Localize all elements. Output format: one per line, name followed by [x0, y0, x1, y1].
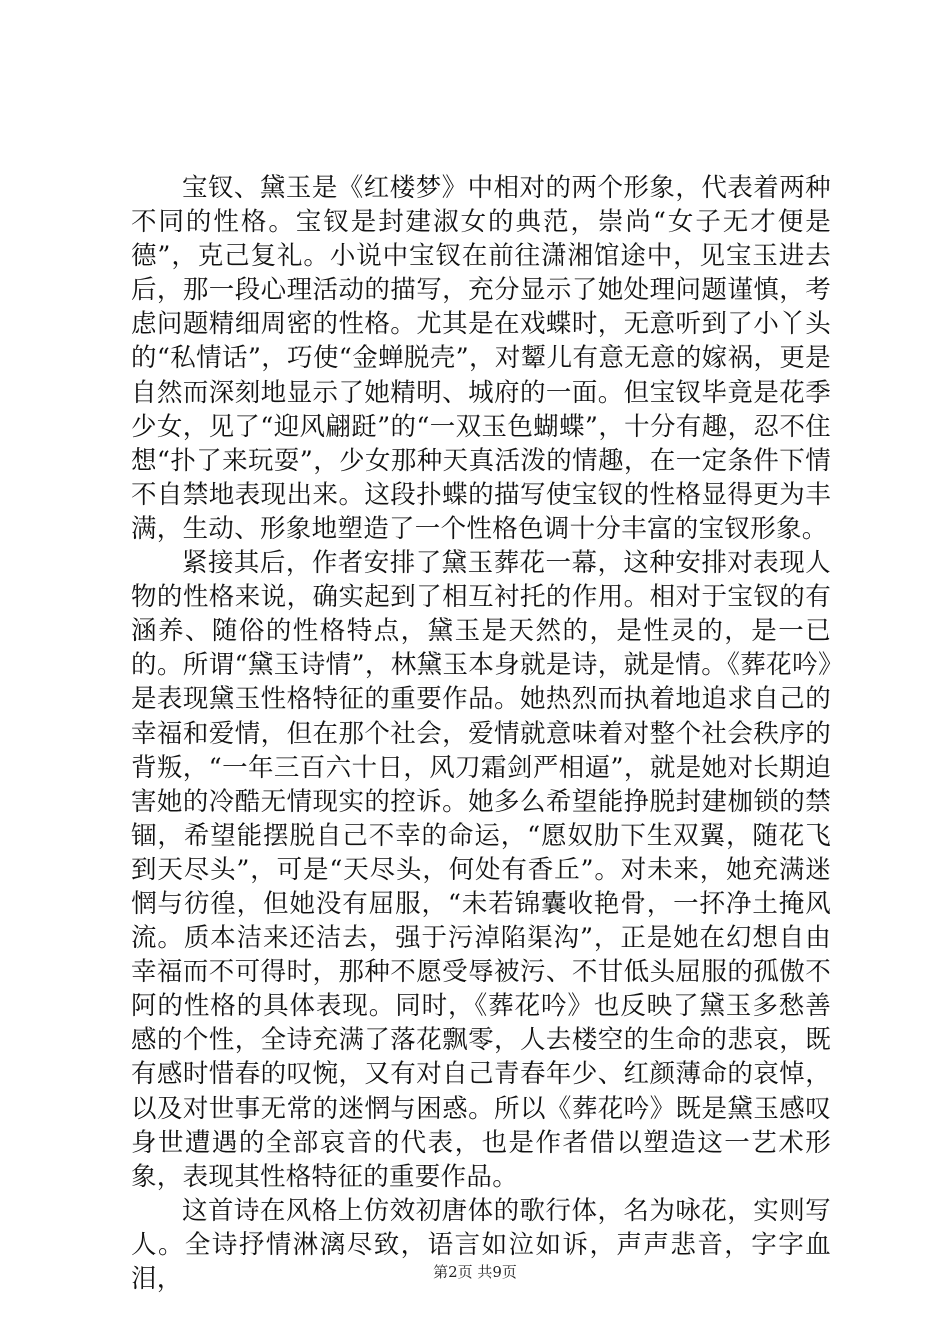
- paragraph-baochai: 宝钗、黛玉是《红楼梦》中相对的两个形象，代表着两种不同的性格。宝钗是封建淑女的典范，崇尚“女子无才便是德”，克己复礼。小说中宝钗在前往潇湘馆途中，见宝玉进去后，那一段心理活动的描写，充分显示了她处理问题谨慎，考虑问题精细周密的性格。尤其是在戏蝶时，无意听到了小丫头的“私情话”，巧使“金蝉脱壳”，对颦儿有意无意的嫁祸，更是自然而深刻地显示了她精明、城府的一面。但宝钗毕竟是花季少女，见了“迎风翩跹”的“一双玉色蝴蝶”，十分有趣，忍不住想“扑了来玩耍”，少女那种天真活泼的情趣，在一定条件下情不自禁地表现出来。这段扑蝶的描写使宝钗的性格显得更为丰满，生动、形象地塑造了一个性格色调十分丰富的宝钗形象。: [131, 173, 831, 544]
- paragraph-poem-style: 这首诗在风格上仿效初唐体的歌行体，名为咏花，实则写人。全诗抒情淋漓尽致，语言如泣如诉，声声悲音，字字血泪，: [131, 1195, 831, 1294]
- page-footer: 第2页 共9页: [433, 1263, 517, 1281]
- body-text: [131, 171, 831, 1296]
- paragraph-daiyu-burying-flowers: 紧接其后，作者安排了黛玉葬花一幕，这种安排对表现人物的性格来说，确实起到了相互衬托的作用。相对于宝钗的有涵养、随俗的性格特点，黛玉是天然的，是性灵的，是一已的。所谓“黛玉诗情”，林黛玉本身就是诗，就是情。《葬花吟》是表现黛玉性格特征的重要作品。她热烈而执着地追求自己的幸福和爱情，但在那个社会，爱情就意味着对整个社会秩序的背叛，“一年三百六十日，风刀霜剑严相逼”，就是她对长期迫害她的冷酷无情现实的控诉。她多么希望能挣脱封建枷锁的禁锢，希望能摆脱自己不幸的命运，“愿奴肋下生双翼，随花飞到天尽头”，可是“天尽头，何处有香丘”。对未来，她充满迷惘与彷徨，但她没有屈服，“未若锦囊收艳骨，一抔净土掩风流。质本洁来还洁去，强于污淖陷渠沟”，正是她在幻想自由幸福而不可得时，那种不愿受辱被污、不甘低头屈服的孤傲不阿的性格的具体表现。同时，《葬花吟》也反映了黛玉多愁善感的个性，全诗充满了落花飘零，人去楼空的生命的悲哀，既有感时惜春的叹惋，又有对自己青春年少、红颜薄命的哀悼，以及对世事无常的迷惘与困惑。所以《葬花吟》既是黛玉感叹身世遭遇的全部哀音的代表，也是作者借以塑造这一艺术形象，表现其性格特征的重要作品。: [131, 548, 831, 1192]
